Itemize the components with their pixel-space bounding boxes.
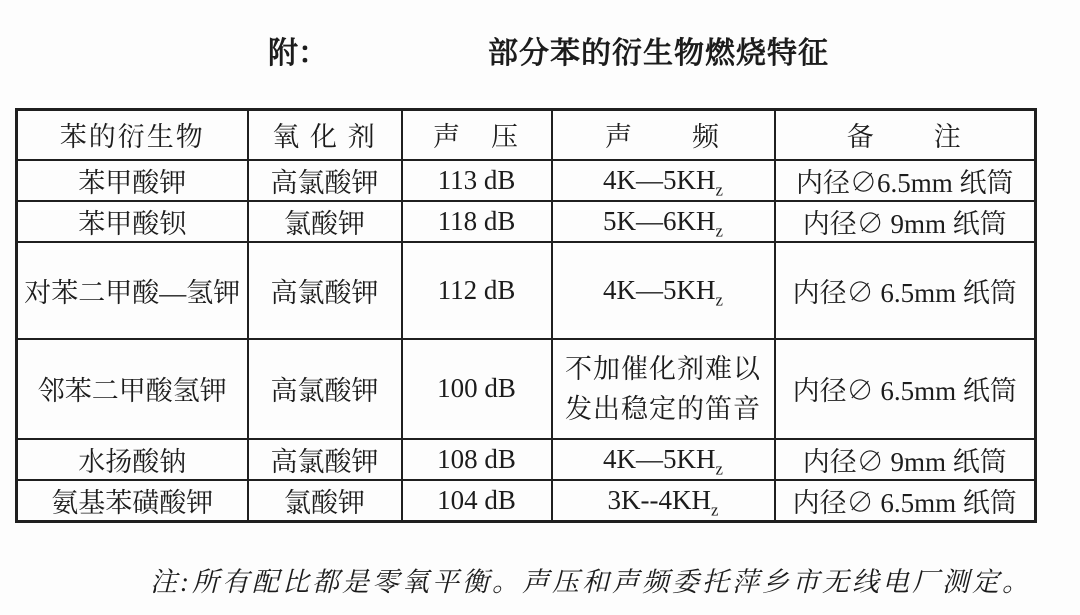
cell-remark: 内径∅ 6.5mm 纸筒 [775,480,1036,522]
cell-derivative: 水扬酸钠 [17,439,248,480]
cell-oxidizer: 氯酸钾 [248,480,402,522]
cell-oxidizer: 高氯酸钾 [248,339,402,439]
cell-derivative: 对苯二甲酸—氢钾 [17,242,248,339]
cell-sound-pressure: 118 dB [402,201,552,242]
header-derivative: 苯的衍生物 [17,110,248,160]
footnote: 注:所有配比都是零氧平衡。声压和声频委托萍乡市无线电厂测定。 [150,567,1032,597]
table-row [17,242,1036,339]
frequency-value: 5K—6KH [603,205,716,236]
cell-derivative: 苯甲酸钾 [17,160,248,201]
frequency-note-line1: 不加催化剂难以 [565,353,761,384]
table-row [17,439,1036,480]
cell-derivative: 邻苯二甲酸氢钾 [17,339,248,439]
cell-oxidizer: 氯酸钾 [248,201,402,242]
table-header-row [17,110,1036,160]
cell-sound-frequency [552,439,775,480]
cell-sound-pressure: 112 dB [402,242,552,339]
cell-sound-frequency [552,242,775,339]
header-sound-pressure: 声 压 [402,110,552,160]
combustion-characteristics-table [15,108,1037,523]
frequency-subscript: z [715,179,723,199]
cell-remark: 内径∅ 6.5mm 纸筒 [775,242,1036,339]
frequency-subscript: z [715,289,723,309]
table-row [17,339,1036,439]
cell-sound-frequency [552,339,775,439]
cell-sound-pressure: 100 dB [402,339,552,439]
frequency-value: 4K—5KH [603,164,716,195]
cell-remark: 内径∅ 9mm 纸筒 [775,439,1036,480]
page-title: 部分苯的衍生物燃烧特征 [488,37,829,70]
cell-derivative: 苯甲酸钡 [17,201,248,242]
cell-sound-pressure: 108 dB [402,439,552,480]
cell-remark: 内径∅6.5mm 纸筒 [775,160,1036,201]
frequency-subscript: z [715,220,723,240]
frequency-value: 4K—5KH [603,443,716,474]
cell-oxidizer: 高氯酸钾 [248,439,402,480]
cell-sound-frequency [552,480,775,522]
frequency-subscript: z [715,458,723,478]
table-row [17,480,1036,522]
cell-sound-pressure: 113 dB [402,160,552,201]
cell-sound-pressure: 104 dB [402,480,552,522]
cell-oxidizer: 高氯酸钾 [248,242,402,339]
frequency-subscript: z [711,499,719,519]
frequency-value: 3K--4KH [607,484,712,515]
table-row [17,160,1036,201]
cell-derivative: 氨基苯磺酸钾 [17,480,248,522]
cell-remark: 内径∅ 6.5mm 纸筒 [775,339,1036,439]
cell-sound-frequency [552,201,775,242]
attachment-label: 附： [268,37,328,70]
header-oxidizer: 氧 化 剂 [248,110,402,160]
frequency-value: 4K—5KH [603,274,716,305]
cell-remark: 内径∅ 9mm 纸筒 [775,201,1036,242]
cell-oxidizer: 高氯酸钾 [248,160,402,201]
cell-sound-frequency [552,160,775,201]
header-sound-frequency: 声 频 [552,110,775,160]
table-row [17,201,1036,242]
header-remark: 备 注 [775,110,1036,160]
frequency-note-line2: 发出稳定的笛音 [565,393,761,424]
